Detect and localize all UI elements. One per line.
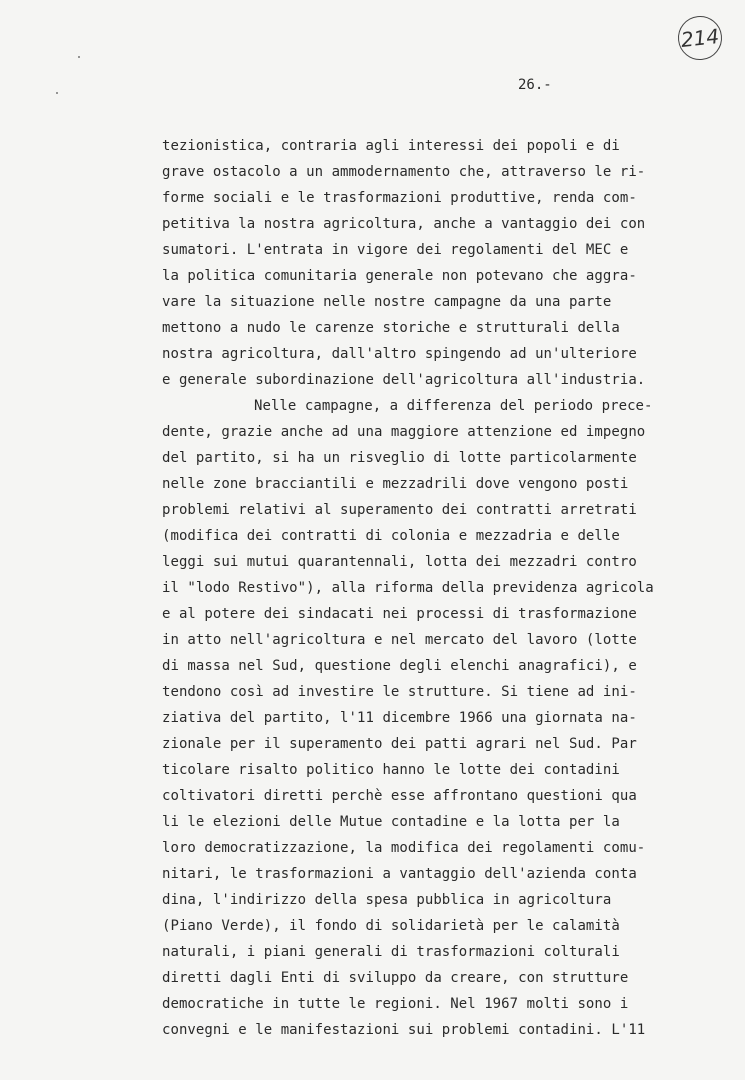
text-line: tendono così ad investire le strutture. Si tiene ad ini- — [162, 684, 637, 700]
text-line: ziativa del partito, l'11 dicembre 1966 una giornata na- — [162, 710, 637, 726]
text-line: zionale per il superamento dei patti agrari nel Sud. Par — [162, 736, 637, 752]
text-line-indented: Nelle campagne, a differenza del periodo prece- — [254, 398, 653, 414]
text-line: nelle zone bracciantili e mezzadrili dove vengono posti — [162, 476, 629, 492]
text-line: la politica comunitaria generale non potevano che aggra- — [162, 268, 637, 284]
text-line: di massa nel Sud, questione degli elenchi anagrafici), e — [162, 658, 637, 674]
text-line: dina, l'indirizzo della spesa pubblica in agricoltura — [162, 892, 612, 908]
text-line: nostra agricoltura, dall'altro spingendo ad un'ulteriore — [162, 346, 637, 362]
text-line: grave ostacolo a un ammodernamento che, attraverso le ri- — [162, 164, 646, 180]
text-line: convegni e le manifestazioni sui problemi contadini. L'11 — [162, 1022, 646, 1038]
archive-stamp-number: 214 — [679, 24, 721, 52]
text-line: ticolare risalto politico hanno le lotte dei contadini — [162, 762, 620, 778]
text-line: il "lodo Restivo"), alla riforma della previdenza agricola — [162, 580, 654, 596]
text-line: democratiche in tutte le regioni. Nel 1967 molti sono i — [162, 996, 629, 1012]
text-line: sumatori. L'entrata in vigore dei regolamenti del MEC e — [162, 242, 629, 258]
text-line: loro democratizzazione, la modifica dei regolamenti comu- — [162, 840, 646, 856]
text-line: in atto nell'agricoltura e nel mercato del lavoro (lotte — [162, 632, 637, 648]
text-line: problemi relativi al superamento dei contratti arretrati — [162, 502, 637, 518]
text-line: del partito, si ha un risveglio di lotte particolarmente — [162, 450, 637, 466]
text-line: tezionistica, contraria agli interessi dei popoli e di — [162, 138, 620, 154]
text-line: e al potere dei sindacati nei processi di trasformazione — [162, 606, 637, 622]
text-line: (modifica dei contratti di colonia e mezzadria e delle — [162, 528, 620, 544]
text-line: leggi sui mutui quarantennali, lotta dei mezzadri contro — [162, 554, 637, 570]
text-line: e generale subordinazione dell'agricoltura all'industria. — [162, 372, 646, 388]
page-number: 26.- — [518, 77, 552, 93]
text-line: diretti dagli Enti di sviluppo da creare, con strutture — [162, 970, 629, 986]
text-line: vare la situazione nelle nostre campagne da una parte — [162, 294, 612, 310]
text-line: (Piano Verde), il fondo di solidarietà per le calamità — [162, 918, 620, 934]
text-line: naturali, i piani generali di trasformazioni colturali — [162, 944, 620, 960]
text-line: forme sociali e le trasformazioni produttive, renda com- — [162, 190, 637, 206]
text-line: dente, grazie anche ad una maggiore attenzione ed impegno — [162, 424, 646, 440]
text-line: li le elezioni delle Mutue contadine e la lotta per la — [162, 814, 620, 830]
text-line: petitiva la nostra agricoltura, anche a vantaggio dei con — [162, 216, 646, 232]
text-line: mettono a nudo le carenze storiche e strutturali della — [162, 320, 620, 336]
text-line: nitari, le trasformazioni a vantaggio dell'azienda conta — [162, 866, 637, 882]
text-line: coltivatori diretti perchè esse affrontano questioni qua — [162, 788, 637, 804]
